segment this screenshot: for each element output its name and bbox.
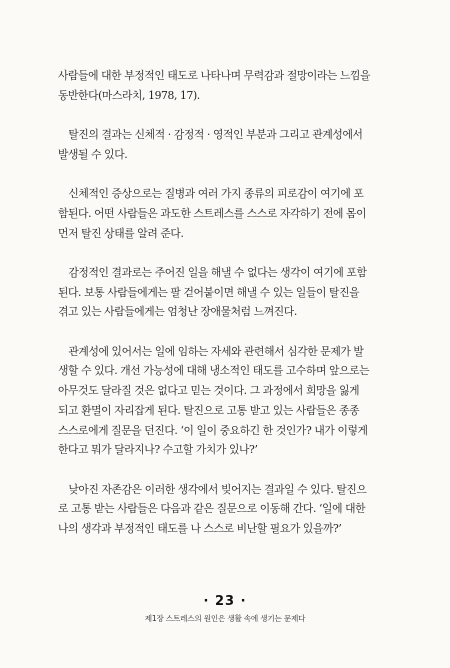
text-line: 생할 수 있다. 개선 가능성에 대해 냉소적인 태도를 고수하며 앞으로는 bbox=[58, 364, 370, 378]
text-line: 동반한다(마스라치, 1978, 17). bbox=[58, 88, 200, 102]
text-line: 낮아진 자존감은 이러한 생각에서 빚어지는 결과일 수 있다. 탈진으 bbox=[58, 482, 367, 496]
page-number: · 23 · bbox=[203, 594, 247, 609]
paragraph-gap bbox=[58, 165, 376, 185]
text-line: 신체적인 증상으로는 질병과 여러 가지 종류의 피로감이 여기에 포 bbox=[58, 187, 364, 201]
text-line: 나의 생각과 부정적인 태도를 나 스스로 비난할 필요가 있을까?’ bbox=[58, 522, 342, 536]
paragraph-6 bbox=[58, 480, 376, 539]
text-line: 함된다. 어떤 사람들은 과도한 스트레스를 스스로 자각하기 전에 몸이 bbox=[58, 206, 367, 220]
paragraph-gap bbox=[58, 243, 376, 263]
text-line: 사람들에 대한 부정적인 태도로 나타나며 무력감과 절망이라는 느낌을 bbox=[58, 69, 371, 82]
text-line: 먼저 탈진 상태를 알려 준다. bbox=[58, 226, 184, 240]
body-text bbox=[58, 66, 376, 539]
paragraph-5 bbox=[58, 342, 376, 460]
paragraph-2 bbox=[58, 125, 376, 164]
text-line: 탈진의 결과는 신체적 · 감정적 · 영적인 부분과 그리고 관계성에서 bbox=[58, 128, 363, 142]
text-line: 된다. 보통 사람들에게는 팔 걷어붙이면 해낼 수 있는 일들이 탈진을 bbox=[58, 285, 360, 299]
text-line: 아무것도 달라질 것은 없다고 믿는 것이다. 그 과정에서 희망을 잃게 bbox=[58, 384, 360, 398]
text-line: 한다고 뭐가 달라지나? 수고할 가치가 있나?’ bbox=[58, 443, 258, 457]
text-line: 겪고 있는 사람들에게는 엄청난 장애물처럼 느껴진다. bbox=[58, 305, 297, 319]
paragraph-4 bbox=[58, 263, 376, 322]
text-line: 되고 환멸이 자리잡게 된다. 탈진으로 고통 받고 있는 사람들은 종종 bbox=[58, 403, 360, 417]
text-line: 관계성에 있어서는 일에 임하는 자세와 관련해서 심각한 문제가 발 bbox=[58, 344, 364, 358]
paragraph-1 bbox=[58, 66, 376, 105]
running-footer: 제1장 스트레스의 원인은 생활 속에 생기는 문제다 bbox=[144, 614, 306, 623]
text-line: 스스로에게 질문을 던진다. ‘이 일이 중요하긴 한 것인가? 내가 이렇게 bbox=[58, 423, 368, 437]
text-line: 발생될 수 있다. bbox=[58, 147, 128, 161]
paragraph-gap bbox=[58, 460, 376, 480]
paragraph-gap bbox=[58, 322, 376, 342]
text-line: 로 고통 받는 사람들은 다음과 같은 질문으로 이동해 간다. ‘일에 대한 bbox=[58, 502, 366, 516]
text-line: 감정적인 결과로는 주어진 일을 해낼 수 없다는 생각이 여기에 포함 bbox=[58, 265, 367, 279]
paragraph-3 bbox=[58, 184, 376, 243]
paragraph-gap bbox=[58, 105, 376, 125]
